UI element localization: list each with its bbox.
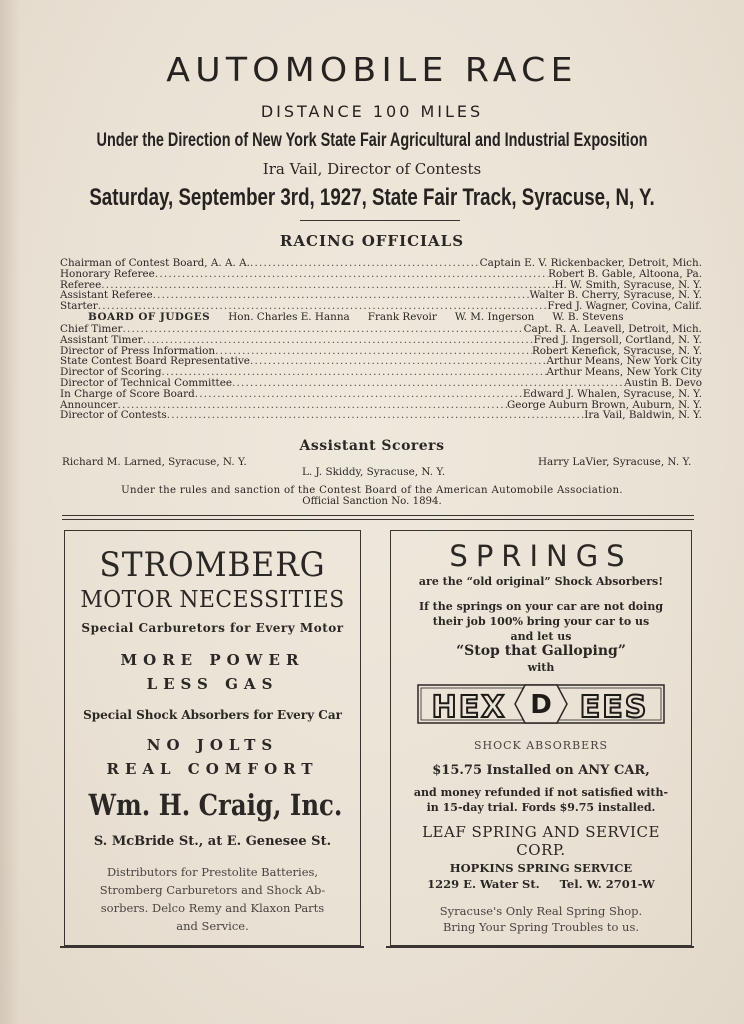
- hexdees-logo: [417, 681, 665, 727]
- scorer-name: L. J. Skiddy, Syracuse, N. Y.: [302, 466, 446, 478]
- ad-brand: STROMBERG: [99, 545, 326, 585]
- ad-body: and money refunded if not satisfied with- in 15-day trial. Fords $9.75 installed.: [413, 786, 669, 814]
- divider: [300, 220, 460, 221]
- ad-subtitle: MOTOR NECESSITIES: [80, 587, 345, 613]
- judge-name: W. M. Ingerson: [454, 310, 535, 323]
- judges-label: BOARD OF JUDGES: [88, 310, 211, 323]
- logo-letter: D: [530, 690, 552, 720]
- official-row: Assistant Referee ..... Walter B. Cherry, Syracuse, N. Y.: [60, 290, 702, 301]
- board-of-judges: [60, 312, 702, 324]
- judge-name: W. B. Stevens: [552, 310, 624, 323]
- official-row: Referee ..... H. W. Smith, Syracuse, N. Y.: [60, 280, 702, 291]
- ad-border: [386, 946, 694, 948]
- ad-slogan: “Stop that Galloping”: [456, 643, 626, 659]
- scorer-name: Richard M. Larned, Syracuse, N. Y.: [62, 456, 247, 468]
- ad-line: HOPKINS SPRING SERVICE: [449, 861, 633, 875]
- divider: [62, 515, 694, 516]
- page-title: AUTOMOBILE RACE: [166, 50, 578, 89]
- official-row: Starter ..... Fred J. Wagner, Covina, Calif.: [60, 301, 702, 312]
- official-row: Director of Press Information ..... Robert Kenefick, Syracuse, N. Y.: [60, 346, 702, 357]
- ad-line: Special Shock Absorbers for Every Car: [83, 708, 342, 722]
- judge-name: Hon. Charles E. Hanna: [228, 310, 350, 323]
- ad-slogan: NO JOLTS: [146, 736, 279, 754]
- ad-slogan: LESS GAS: [146, 675, 279, 693]
- ad-address: S. McBride St., at E. Genesee St.: [93, 834, 332, 849]
- official-row: Chairman of Contest Board, A. A. A. ..... Captain E. V. Rickenbacker, Detroit, Mich.: [60, 258, 702, 269]
- ad-line: SHOCK ABSORBERS: [473, 739, 609, 752]
- official-row: Chief Timer ..... Capt. R. A. Leavell, Detroit, Mich.: [60, 324, 702, 335]
- stromberg-ad: [64, 530, 361, 946]
- ad-line: Special Carburetors for Every Motor: [81, 621, 344, 635]
- official-row: Assistant Timer ..... Fred J. Ingersoll, Cortland, N. Y.: [60, 335, 702, 346]
- officials-heading: RACING OFFICIALS: [279, 232, 465, 250]
- official-row: Announcer ..... George Auburn Brown, Auburn, N. Y.: [60, 400, 702, 411]
- direction-line: Under the Direction of New York State Fair Agricultural and Industrial Exposition: [96, 130, 648, 151]
- date-line: Saturday, September 3rd, 1927, State Fair Track, Syracuse, N, Y.: [89, 184, 655, 211]
- ad-border: [60, 946, 364, 948]
- official-row: Director of Technical Committee ..... Austin B. Devo: [60, 378, 702, 389]
- ad-company: Wm. H. Craig, Inc.: [88, 788, 343, 822]
- rules-line: Under the rules and sanction of the Contest Board of the American Automobile Association.: [121, 485, 623, 496]
- official-row: Honorary Referee ..... Robert B. Gable, Altoona, Pa.: [60, 269, 702, 280]
- ad-price: $15.75 Installed on ANY CAR,: [432, 763, 650, 778]
- director-line: Ira Vail, Director of Contests: [262, 160, 482, 178]
- officials-list: [60, 258, 702, 421]
- logo-right: EES: [579, 690, 649, 725]
- ad-line: are the “old original” Shock Absorbers!: [418, 575, 664, 588]
- ad-address: 1229 E. Water St. Tel. W. 2701-W: [427, 877, 655, 891]
- ad-distributors: Distributors for Prestolite Batteries, Stromberg Carburetors and Shock Ab- sorbers. Delco Remy and Klaxon Parts and Service.: [99, 865, 326, 933]
- sanction-line: Official Sanction No. 1894.: [302, 496, 442, 507]
- official-row: Director of Contests ..... Ira Vail, Baldwin, N. Y.: [60, 410, 702, 421]
- official-row: State Contest Board Representative ..... Arthur Means, New York City: [60, 356, 702, 367]
- divider: [62, 519, 694, 520]
- ad-slogan: REAL COMFORT: [106, 760, 319, 778]
- ad-company: LEAF SPRING AND SERVICE CORP.: [422, 823, 660, 859]
- ad-slogan: MORE POWER: [120, 651, 305, 669]
- ad-headline: SPRINGS: [449, 539, 633, 573]
- ad-line: with: [527, 661, 555, 674]
- judge-name: Frank Revoir: [367, 310, 437, 323]
- scorers-heading: Assistant Scorers: [299, 438, 445, 454]
- logo-left: HEX: [431, 690, 507, 725]
- page-edge: [0, 0, 20, 1024]
- springs-ad: [390, 530, 692, 946]
- ad-body: If the springs on your car are not doing their job 100% bring your car to us and let us: [418, 600, 664, 643]
- scorer-name: Harry LaVier, Syracuse, N. Y.: [538, 456, 692, 468]
- race-distance: DISTANCE 100 MILES: [260, 102, 484, 121]
- official-row: Director of Scoring ..... Arthur Means, New York City: [60, 367, 702, 378]
- official-row: In Charge of Score Board ..... Edward J. Whalen, Syracuse, N. Y.: [60, 389, 702, 400]
- ad-slogan: Syracuse's Only Real Spring Shop. Bring Your Spring Troubles to us.: [439, 904, 643, 934]
